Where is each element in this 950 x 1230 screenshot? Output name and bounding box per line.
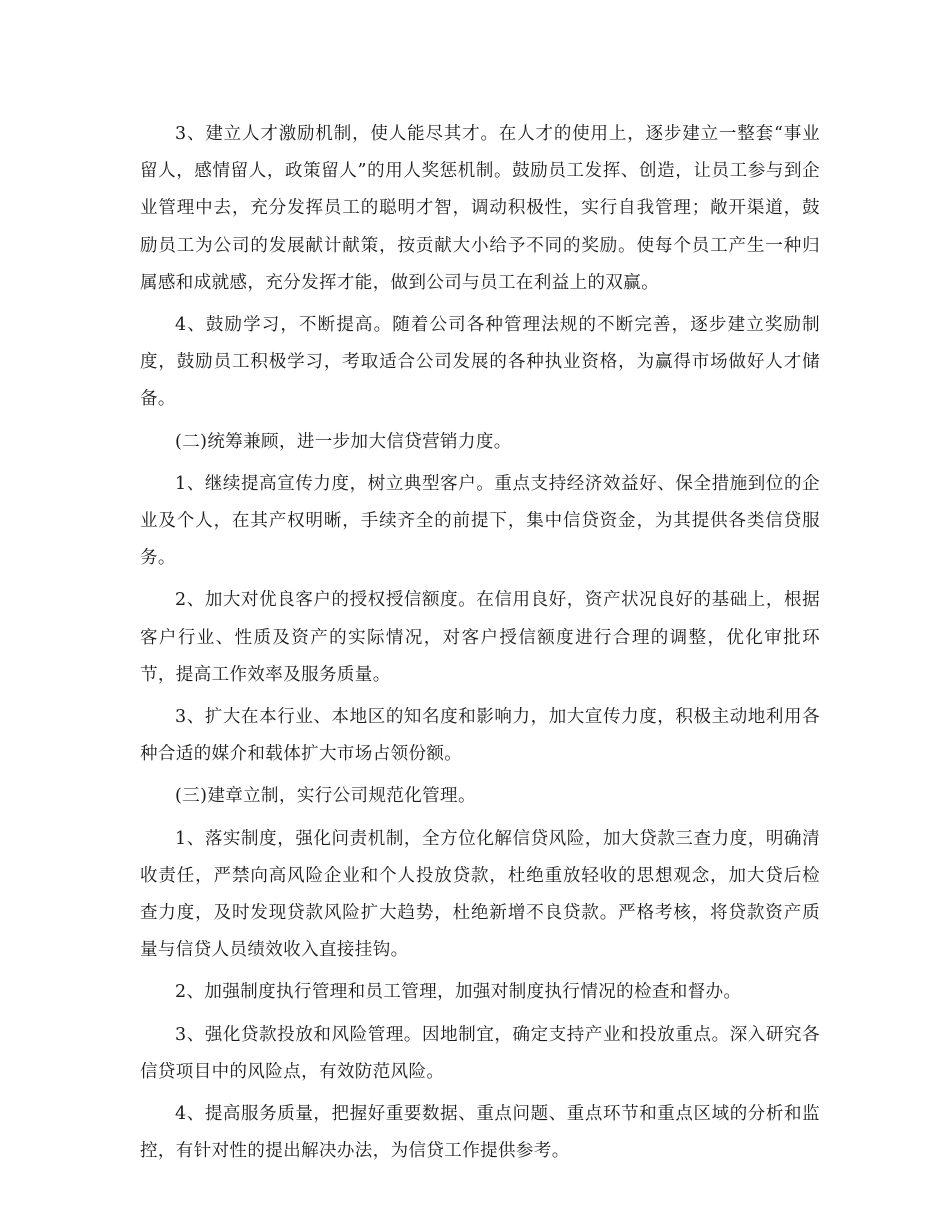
- paragraph-talent-incentive: 3、建立人才激励机制，使人能尽其才。在人才的使用上，逐步建立一整套“事业留人，感情留人，政策留人”的用人奖惩机制。鼓励员工发挥、创造，让员工参与到企业管理中去，充分发挥员工的聪明才智，调动积极性，实行自我管理；敞开渠道，鼓励员工为公司的发展献计献策，按贡献大小给予不同的奖励。使每个员工产生一种归属感和成就感，充分发挥才能，做到公司与员工在利益上的双赢。: [140, 124, 820, 293]
- section-heading-credit-marketing: (二)统筹兼顾，进一步加大信贷营销力度。: [175, 431, 512, 452]
- paragraph-implement-system: 1、落实制度，强化问责机制，全方位化解信贷风险，加大贷款三查力度，明确清收责任，严禁向高风险企业和个人投放贷款，杜绝重放轻收的思想观念，加大贷后检查力度，及时发现贷款风险扩大趋势，杜绝新增不良贷款。严格考核，将贷款资产质量与信贷人员绩效收入直接挂钩。: [140, 828, 820, 961]
- paragraph-risk-management: 3、强化贷款投放和风险管理。因地制宜，确定支持产业和投放重点。深入研究各信贷项目中的风险点，有效防范风险。: [140, 1024, 820, 1082]
- paragraph-credit-limits: 2、加大对优良客户的授权授信额度。在信用良好，资产状况良好的基础上，根据客户行业、性质及资产的实际情况，对客户授信额度进行合理的调整，优化审批环节，提高工作效率及服务质量。: [140, 590, 820, 685]
- paragraph-service-quality: 4、提高服务质量，把握好重要数据、重点问题、重点环节和重点区域的分析和监控，有针对性的提出解决办法，为信贷工作提供参考。: [140, 1104, 820, 1162]
- section-heading-standardized-management: (三)建章立制，实行公司规范化管理。: [175, 786, 476, 807]
- document-body: [140, 116, 820, 1175]
- paragraph-promotion-typical-clients: 1、继续提高宣传力度，树立典型客户。重点支持经济效益好、保全措施到位的企业及个人，在其产权明晰，手续齐全的前提下，集中信贷资金，为其提供各类信贷服务。: [140, 473, 820, 569]
- paragraph-encourage-learning: 4、鼓励学习，不断提高。随着公司各种管理法规的不断完善，逐步建立奖励制度，鼓励员工积极学习，考取适合公司发展的各种执业资格，为赢得市场做好人才储备。: [140, 315, 820, 410]
- paragraph-market-influence: 3、扩大在本行业、本地区的知名度和影响力，加大宣传力度，积极主动地利用各种合适的媒介和载体扩大市场占领份额。: [140, 707, 820, 765]
- paragraph-staff-management: 2、加强制度执行管理和员工管理，加强对制度执行情况的检查和督办。: [175, 982, 742, 1003]
